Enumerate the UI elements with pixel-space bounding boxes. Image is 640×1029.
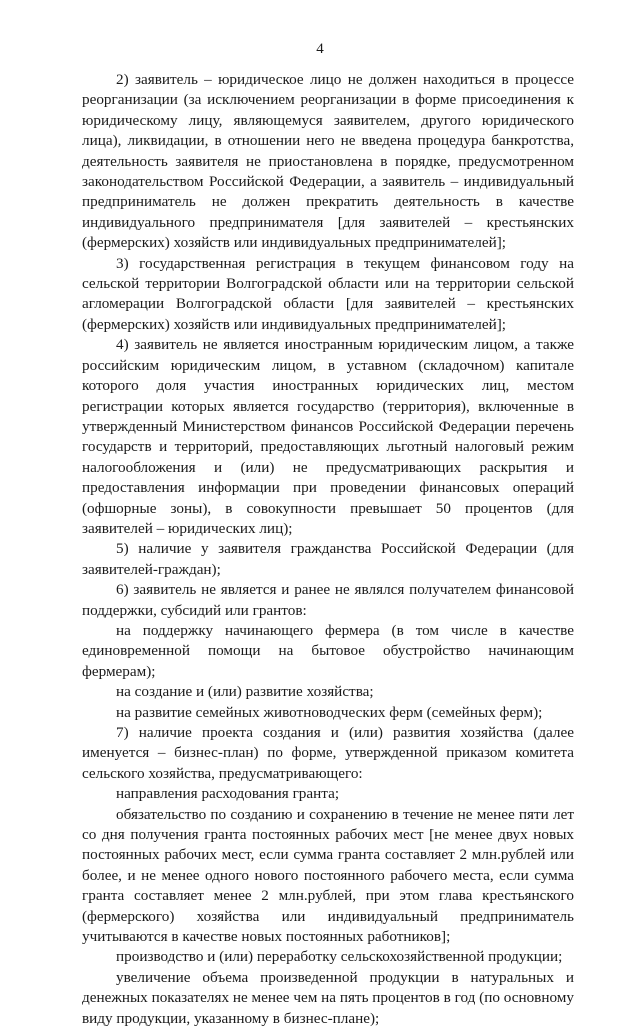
paragraph-subitem-production: производство и (или) переработку сельскохозяйственной продукции;	[116, 948, 563, 966]
paragraph-item-3: 3) государственная регистрация в текущем финансовом году на сельской территории Волгоградской области или на территории сельской агломерации Волгоградской области [для заявителей – крестьянских (фермерских) хозяйств или индивидуальных предпринимателей];	[82, 254, 574, 333]
paragraph-item-7: 7) наличие проекта создания и (или) развития хозяйства (далее именуется – бизнес-план) по форме, утвержденной приказом комитета сельского хозяйства, предусматривающего:	[82, 724, 574, 782]
paragraph-item-6: 6) заявитель не является и ранее не являлся получателем финансовой поддержки, субсидий или грантов:	[82, 581, 574, 619]
paragraph-subitem-farm-development: на создание и (или) развитие хозяйства;	[116, 683, 374, 701]
paragraph-subitem-beginning-farmer: на поддержку начинающего фермера (в том числе в качестве единовременной помощи на бытовое обустройство начинающим фермерам);	[82, 621, 574, 680]
paragraph-subitem-grant-spending: направления расходования гранта;	[116, 785, 340, 803]
paragraph-item-5: 5) наличие у заявителя гражданства Российской Федерации (для заявителей-граждан);	[82, 540, 574, 578]
paragraph-subitem-family-farms: на развитие семейных животноводческих ферм (семейных ферм);	[116, 703, 543, 721]
document-body	[82, 70, 574, 1029]
paragraph-item-4: 4) заявитель не является иностранным юридическим лицом, а также российским юридическим лицом, в уставном (складочном) капитале которого доля участия иностранных юридических лиц, местом регистрации которых является государство (территория), включенные в утвержденный Министерством финансов Российской Федерации перечень государств и территорий, предоставляющих льготный налоговый режим налогообложения и (или) не предусматривающих раскрытия и предоставления информации при проведении финансовых операций (офшорные зоны), в совокупности превышает 50 процентов (для заявителей – юридических лиц);	[82, 336, 574, 537]
page-number: 4	[316, 41, 324, 57]
paragraph-item-2: 2) заявитель – юридическое лицо не должен находиться в процессе реорганизации (за исключением реорганизации в форме присоединения к юридическому лицу, являющемуся заявителем, другого юридического лица), ликвидации, в отношении него не введена процедура банкротства, деятельность заявителя не приостановлена в порядке, предусмотренном законодательством Российской Федерации, а заявитель – индивидуальный предприниматель не должен прекратить деятельность в качестве индивидуального предпринимателя [для заявителей – крестьянских (фермерских) хозяйств или индивидуальных предпринимателей];	[82, 71, 574, 252]
paragraph-subitem-jobs-obligation: обязательство по созданию и сохранению в течение не менее пяти лет со дня получения гранта постоянных рабочих мест [не менее двух новых постоянных рабочих мест, если сумма гранта составляет 2 млн.рублей или более, и не менее одного нового постоянного рабочего места, если сумма гранта составляет менее 2 млн.рублей, при этом глава крестьянского (фермерского) хозяйства или индивидуальный предприниматель учитываются в качестве новых постоянных работников];	[82, 805, 574, 946]
paragraph-subitem-output-increase: увеличение объема произведенной продукции в натуральных и денежных показателях не менее чем на пять процентов в год (по основному виду продукции, указанному в бизнес-плане);	[82, 968, 574, 1027]
